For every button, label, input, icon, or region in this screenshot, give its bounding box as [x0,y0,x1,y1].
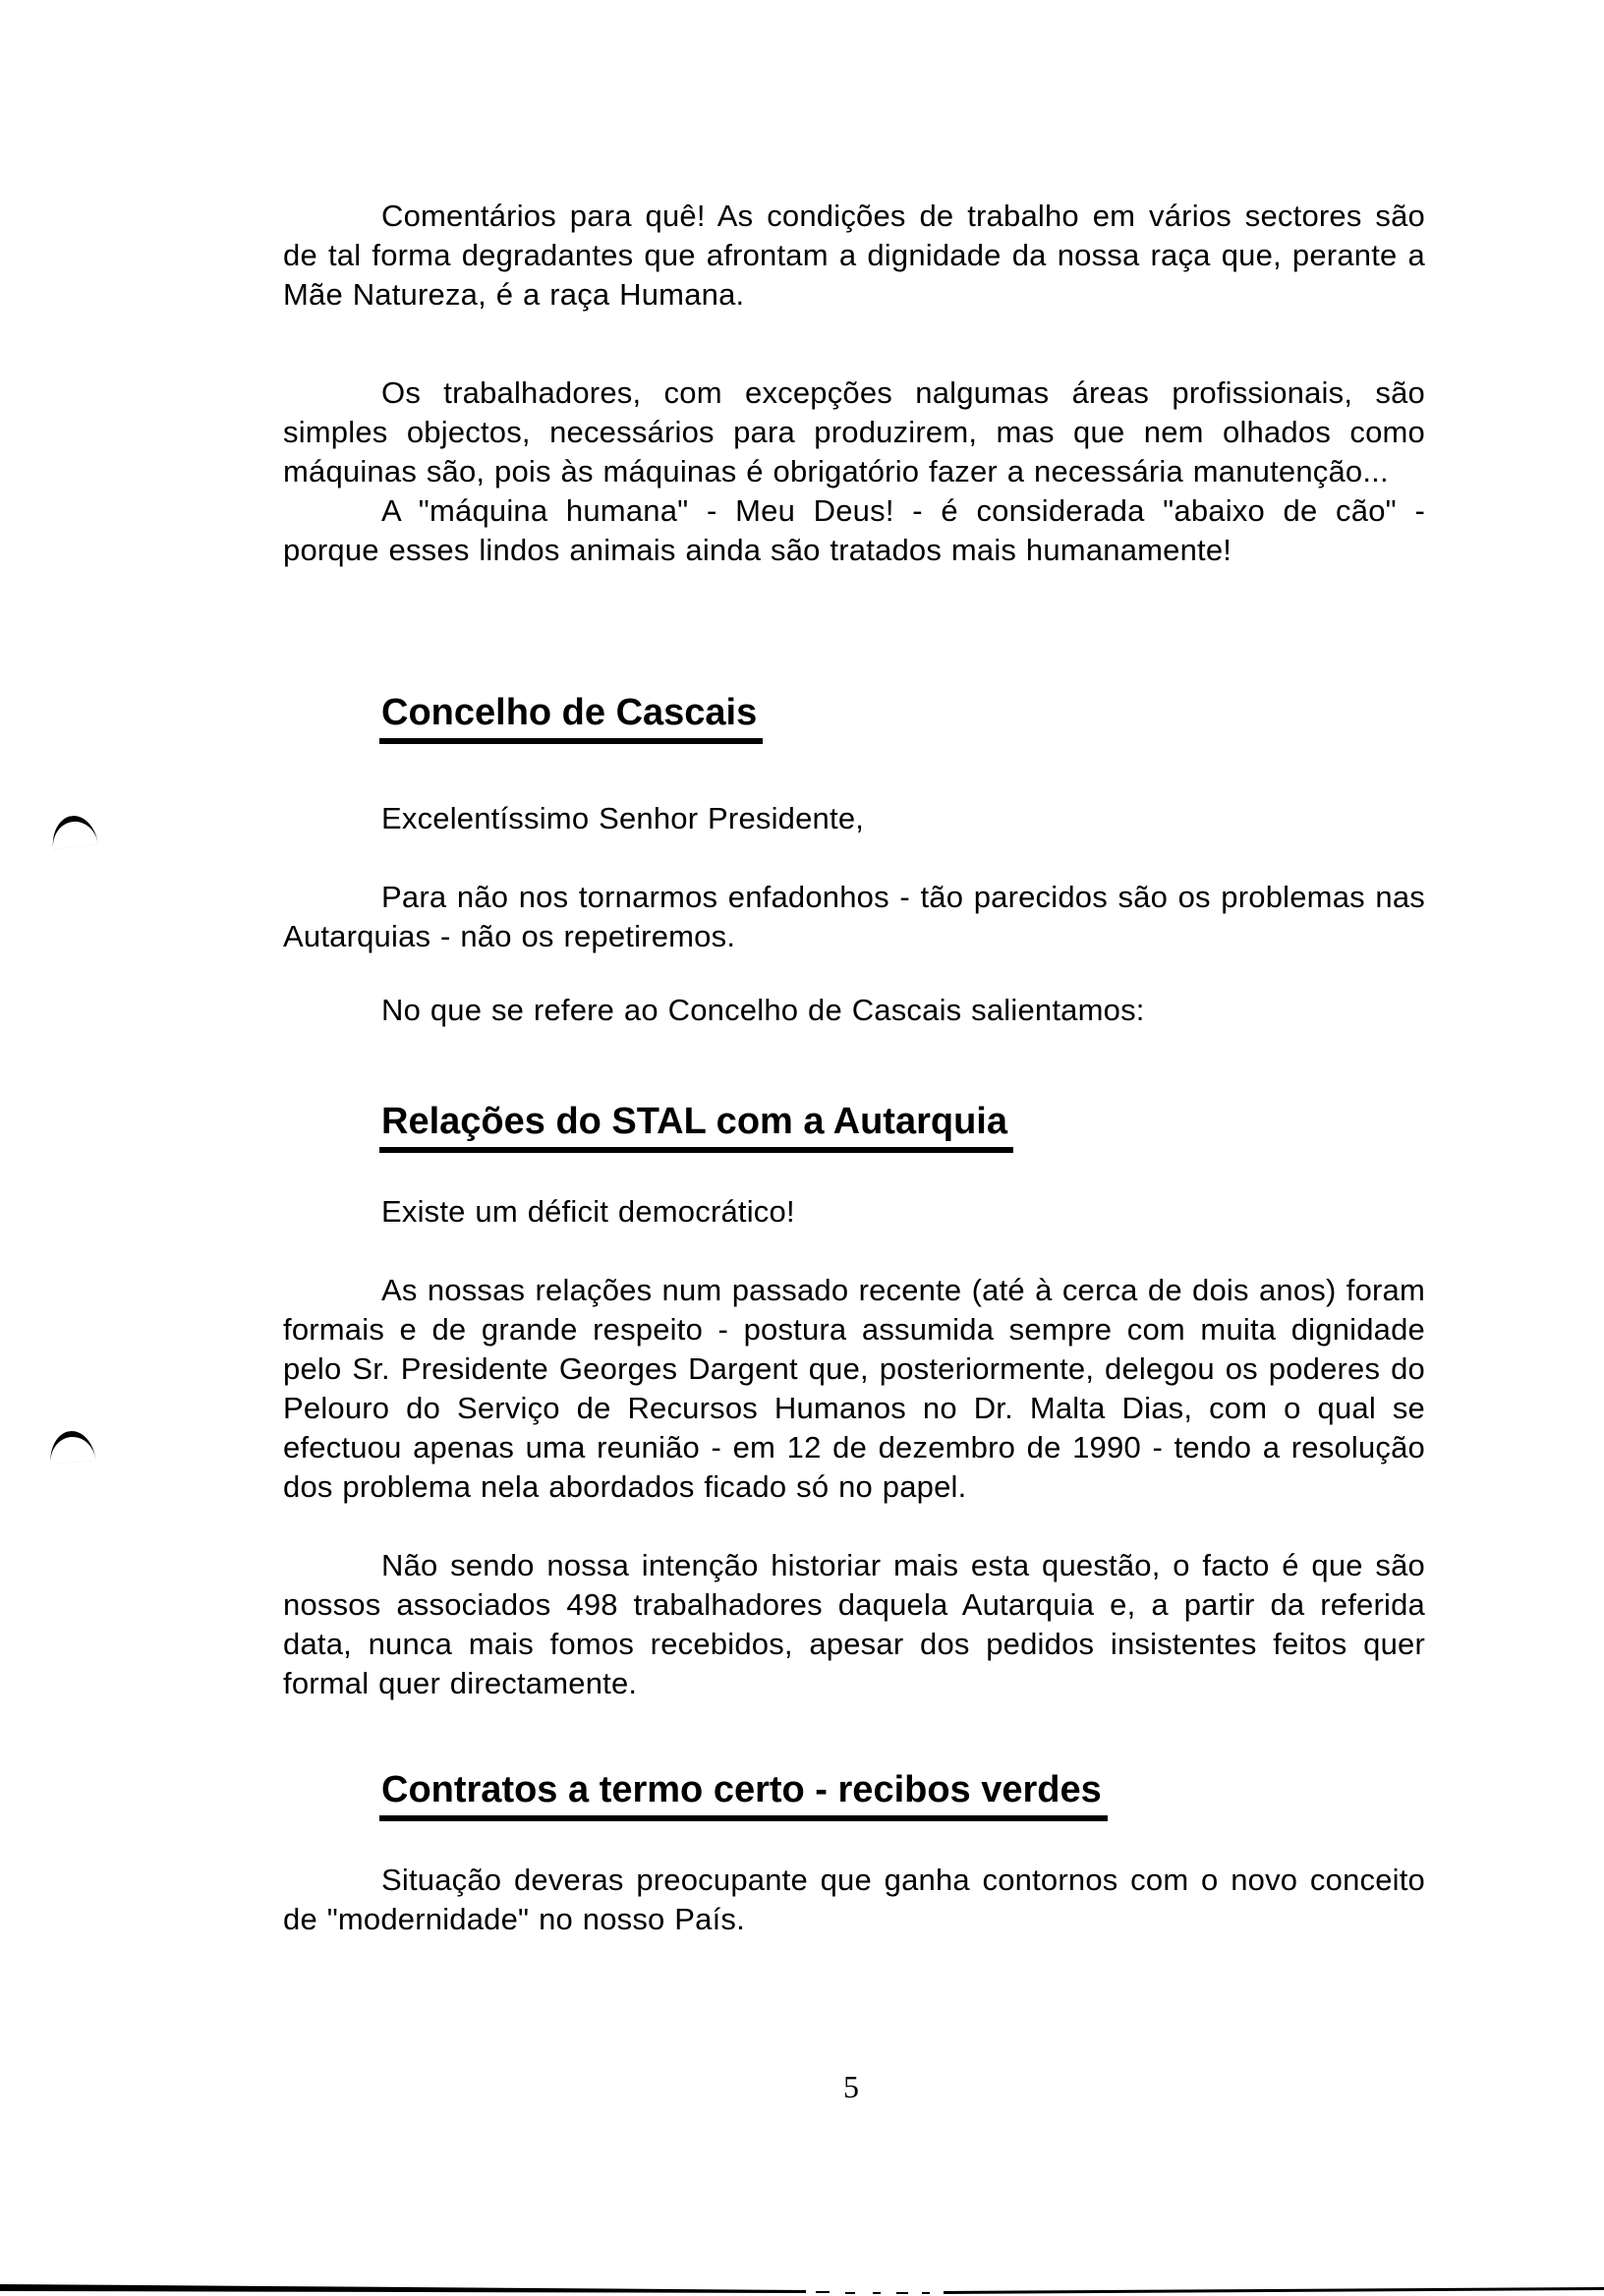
section-heading-concelho-text: Concelho de Cascais [379,690,763,744]
document-body [283,197,1425,1977]
section-heading-relacoes-text: Relações do STAL com a Autarquia [379,1099,1013,1153]
paragraph-no-que-se-refere: No que se refere ao Concelho de Cascais salientamos: [381,993,1145,1027]
section-heading-contratos-text: Contratos a termo certo - recibos verdes [379,1767,1108,1821]
salutation-line: Excelentíssimo Senhor Presidente, [381,801,865,835]
paragraph-comentarios: Comentários para quê! As condições de trabalho em vários sectores são de tal forma degradantes que afrontam a dignidade da nossa raça que, perante a Mãe Natureza, é a raça Humana. [283,199,1425,312]
paragraph-maquina-humana: A "máquina humana" - Meu Deus! - é considerada "abaixo de cão" - porque esses lindos animais ainda são tratados mais humanamente! [283,493,1425,567]
section-heading-relacoes-stal [283,1099,1425,1153]
section-heading-contratos-termo-certo [283,1767,1425,1821]
section-heading-concelho-de-cascais [283,690,1425,744]
paragraph-os-trabalhadores: Os trabalhadores, com excepções nalgumas áreas profissionais, são simples objectos, necessários para produzirem, mas que nem olhados como máquinas são, pois às máquinas é obrigatório fazer a necessária manutenção... [283,375,1425,488]
paragraph-para-nao-nos-tornarmos: Para não nos tornarmos enfadonhos - tão parecidos são os problemas nas Autarquias - não os repetiremos. [283,880,1425,953]
scan-artifact-mark-1 [49,813,98,849]
paragraph-nao-sendo-nossa-intencao: Não sendo nossa intenção historiar mais esta questão, o facto é que são nossos associados 498 trabalhadores daquela Autarquia e, a partir da referida data, nunca mais fomos recebidos, apesar dos pedidos insistentes feitos quer formal quer directamente. [283,1548,1425,1700]
page-number: 5 [843,2069,859,2104]
paragraph-deficit-democratico: Existe um déficit democrático! [381,1194,795,1229]
scan-artifact-bottom-line [0,2280,1604,2296]
paragraph-as-nossas-relacoes: As nossas relações num passado recente (até à cerca de dois anos) foram formais e de grande respeito - postura assumida sempre com muita dignidade pelo Sr. Presidente Georges Dargent que, posteriormente, delegou os poderes do Pelouro do Serviço de Recursos Humanos no Dr. Malta Dias, com o qual se efectuou apenas uma reunião - em 12 de dezembro de 1990 - tendo a resolução dos problema nela abordados ficado só no papel. [283,1273,1425,1504]
scan-artifact-mark-2 [48,1429,96,1464]
paragraph-situacao-deveras: Situação deveras preocupante que ganha contornos com o novo conceito de "modernidade" no nosso País. [283,1863,1425,1936]
